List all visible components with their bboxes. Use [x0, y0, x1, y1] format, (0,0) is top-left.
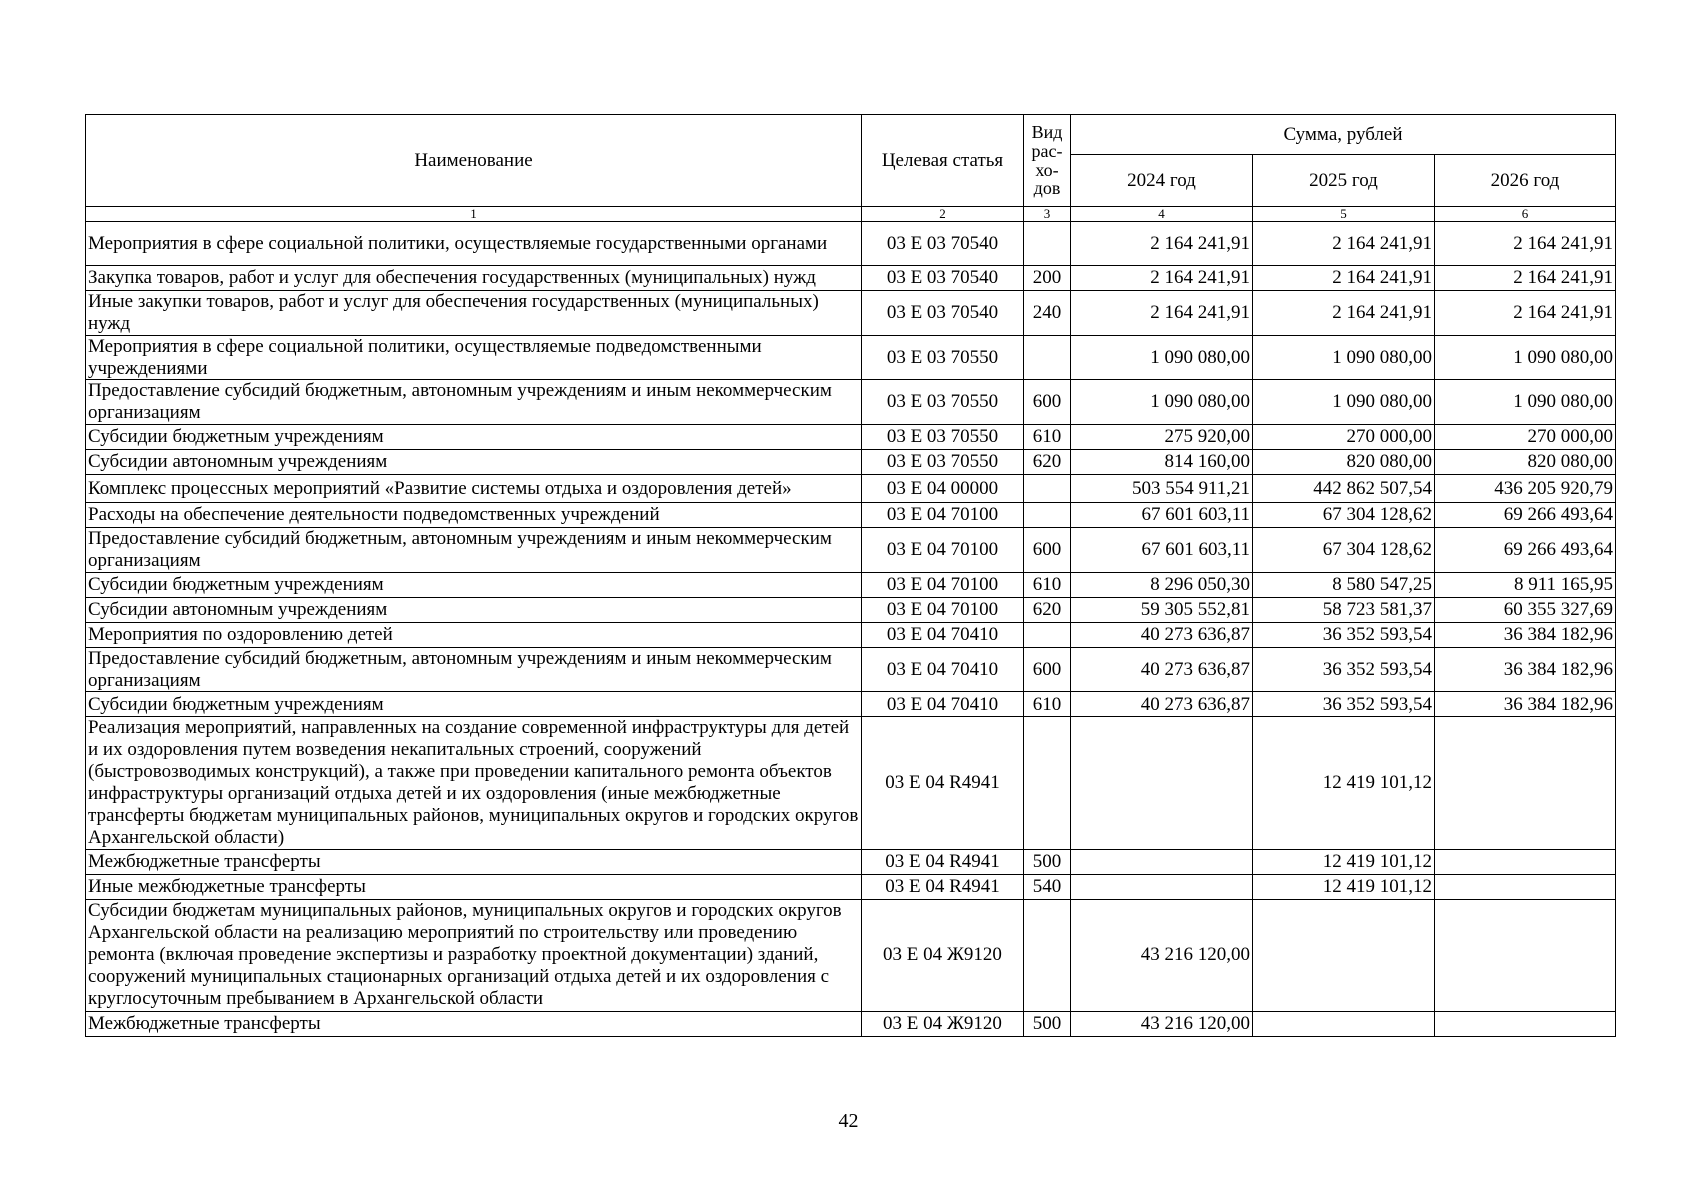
row-name: Закупка товаров, работ и услуг для обеспечения государственных (муниципальных) нужд — [86, 266, 862, 291]
row-sum-2025: 1 090 080,00 — [1253, 380, 1435, 425]
page-number: 42 — [838, 1110, 859, 1132]
row-name: Предоставление субсидий бюджетным, автономным учреждениям и иным некоммерческим организациям — [86, 528, 862, 573]
row-target-article: 03 Е 04 70100 — [862, 528, 1024, 573]
header-target-article: Целевая статья — [862, 115, 1024, 207]
row-expense-type: 600 — [1024, 647, 1071, 692]
table-row — [86, 1011, 1616, 1036]
row-expense-type: 610 — [1024, 572, 1071, 597]
table-row — [86, 450, 1616, 475]
row-target-article: 03 Е 04 70100 — [862, 597, 1024, 622]
row-sum-2025: 1 090 080,00 — [1253, 335, 1435, 380]
row-sum-2024 — [1071, 874, 1253, 899]
header-expense-type: Вид рас-хо-дов — [1024, 115, 1071, 207]
row-target-article: 03 Е 03 70540 — [862, 222, 1024, 266]
table-row — [86, 528, 1616, 573]
row-name: Мероприятия по оздоровлению детей — [86, 622, 862, 647]
row-name: Межбюджетные трансферты — [86, 1011, 862, 1036]
row-sum-2025 — [1253, 899, 1435, 1011]
row-target-article: 03 Е 03 70550 — [862, 380, 1024, 425]
column-number: 1 — [86, 207, 862, 222]
column-numbers-row — [86, 207, 1616, 222]
row-sum-2024: 59 305 552,81 — [1071, 597, 1253, 622]
row-sum-2024: 8 296 050,30 — [1071, 572, 1253, 597]
row-sum-2024: 67 601 603,11 — [1071, 528, 1253, 573]
row-target-article: 03 Е 04 70410 — [862, 692, 1024, 717]
row-sum-2025: 67 304 128,62 — [1253, 528, 1435, 573]
row-expense-type: 240 — [1024, 291, 1071, 336]
row-sum-2024: 67 601 603,11 — [1071, 503, 1253, 528]
row-name: Реализация мероприятий, направленных на создание современной инфраструктуры для детей и их оздоровления путем возведения некапитальных строений, сооружений (быстровозводимых конструкций), а также при проведении капитального ремонта объектов инфраструктуры организаций отдыха детей и их оздоровления (иные межбюджетные трансферты бюджетам муниципальных районов, муниципальных округов и городских округов Архангельской области) — [86, 717, 862, 849]
row-name: Мероприятия в сфере социальной политики, осуществляемые подведомственными учреждениями — [86, 335, 862, 380]
row-expense-type: 540 — [1024, 874, 1071, 899]
budget-table — [85, 114, 1616, 1037]
row-target-article: 03 Е 04 70410 — [862, 647, 1024, 692]
header-year-2026: 2026 год — [1435, 155, 1616, 207]
row-sum-2024: 43 216 120,00 — [1071, 1011, 1253, 1036]
row-name: Иные закупки товаров, работ и услуг для обеспечения государственных (муниципальных) нужд — [86, 291, 862, 336]
row-target-article: 03 Е 04 70100 — [862, 503, 1024, 528]
row-sum-2025: 8 580 547,25 — [1253, 572, 1435, 597]
row-sum-2024: 503 554 911,21 — [1071, 475, 1253, 503]
row-sum-2026: 36 384 182,96 — [1435, 622, 1616, 647]
table-row — [86, 849, 1616, 874]
row-sum-2025: 2 164 241,91 — [1253, 266, 1435, 291]
table-row — [86, 622, 1616, 647]
row-sum-2026: 60 355 327,69 — [1435, 597, 1616, 622]
row-name: Субсидии бюджетным учреждениям — [86, 692, 862, 717]
row-sum-2026: 36 384 182,96 — [1435, 647, 1616, 692]
row-sum-2024 — [1071, 849, 1253, 874]
row-sum-2026 — [1435, 717, 1616, 849]
row-expense-type — [1024, 335, 1071, 380]
row-name: Субсидии бюджетным учреждениям — [86, 425, 862, 450]
table-row — [86, 380, 1616, 425]
row-name: Расходы на обеспечение деятельности подведомственных учреждений — [86, 503, 862, 528]
row-target-article: 03 Е 03 70550 — [862, 425, 1024, 450]
table-row — [86, 572, 1616, 597]
table-row — [86, 899, 1616, 1011]
row-name: Субсидии бюджетам муниципальных районов, муниципальных округов и городских округов Архангельской области на реализацию мероприятий по строительству или проведению ремонта (включая проведение экспертизы и разработку проектной документации) зданий, сооружений муниципальных стационарных организаций отдыха детей и их оздоровления с круглосуточным пребыванием в Архангельской области — [86, 899, 862, 1011]
row-sum-2024: 2 164 241,91 — [1071, 266, 1253, 291]
table-body — [86, 222, 1616, 1037]
row-sum-2025: 36 352 593,54 — [1253, 622, 1435, 647]
row-sum-2025: 67 304 128,62 — [1253, 503, 1435, 528]
table-row — [86, 503, 1616, 528]
row-expense-type: 620 — [1024, 450, 1071, 475]
table-row — [86, 874, 1616, 899]
row-name: Субсидии бюджетным учреждениям — [86, 572, 862, 597]
row-sum-2026: 2 164 241,91 — [1435, 291, 1616, 336]
table-row — [86, 425, 1616, 450]
row-sum-2025 — [1253, 1011, 1435, 1036]
row-sum-2024 — [1071, 717, 1253, 849]
row-target-article: 03 Е 04 R4941 — [862, 717, 1024, 849]
row-expense-type — [1024, 475, 1071, 503]
row-target-article: 03 Е 04 70100 — [862, 572, 1024, 597]
row-target-article: 03 Е 04 70410 — [862, 622, 1024, 647]
row-sum-2026: 36 384 182,96 — [1435, 692, 1616, 717]
row-name: Субсидии автономным учреждениям — [86, 597, 862, 622]
row-sum-2025: 58 723 581,37 — [1253, 597, 1435, 622]
row-expense-type: 500 — [1024, 849, 1071, 874]
row-sum-2026: 69 266 493,64 — [1435, 503, 1616, 528]
row-sum-2024: 275 920,00 — [1071, 425, 1253, 450]
row-sum-2026: 820 080,00 — [1435, 450, 1616, 475]
table-row — [86, 266, 1616, 291]
row-target-article: 03 Е 04 R4941 — [862, 874, 1024, 899]
table-row — [86, 475, 1616, 503]
column-number: 2 — [862, 207, 1024, 222]
row-target-article: 03 Е 04 R4941 — [862, 849, 1024, 874]
row-sum-2026: 69 266 493,64 — [1435, 528, 1616, 573]
row-sum-2026: 2 164 241,91 — [1435, 222, 1616, 266]
row-sum-2026: 1 090 080,00 — [1435, 335, 1616, 380]
table-header — [86, 115, 1616, 222]
header-row — [86, 115, 1616, 155]
row-expense-type: 200 — [1024, 266, 1071, 291]
row-target-article: 03 Е 03 70540 — [862, 266, 1024, 291]
row-sum-2025: 442 862 507,54 — [1253, 475, 1435, 503]
row-sum-2026: 8 911 165,95 — [1435, 572, 1616, 597]
row-target-article: 03 Е 03 70550 — [862, 335, 1024, 380]
row-name: Иные межбюджетные трансферты — [86, 874, 862, 899]
row-sum-2024: 43 216 120,00 — [1071, 899, 1253, 1011]
row-expense-type — [1024, 503, 1071, 528]
row-name: Комплекс процессных мероприятий «Развитие системы отдыха и оздоровления детей» — [86, 475, 862, 503]
table-row — [86, 291, 1616, 336]
row-sum-2024: 2 164 241,91 — [1071, 222, 1253, 266]
row-expense-type — [1024, 222, 1071, 266]
column-number: 6 — [1435, 207, 1616, 222]
row-sum-2025: 820 080,00 — [1253, 450, 1435, 475]
row-sum-2026 — [1435, 849, 1616, 874]
row-sum-2026 — [1435, 874, 1616, 899]
row-expense-type: 600 — [1024, 380, 1071, 425]
row-sum-2025: 270 000,00 — [1253, 425, 1435, 450]
row-sum-2024: 40 273 636,87 — [1071, 692, 1253, 717]
row-name: Межбюджетные трансферты — [86, 849, 862, 874]
row-sum-2024: 814 160,00 — [1071, 450, 1253, 475]
row-target-article: 03 Е 04 Ж9120 — [862, 1011, 1024, 1036]
row-expense-type — [1024, 622, 1071, 647]
table-row — [86, 692, 1616, 717]
row-name: Мероприятия в сфере социальной политики, осуществляемые государственными органами — [86, 222, 862, 266]
row-sum-2025: 36 352 593,54 — [1253, 692, 1435, 717]
row-name: Предоставление субсидий бюджетным, автономным учреждениям и иным некоммерческим организациям — [86, 380, 862, 425]
row-sum-2024: 1 090 080,00 — [1071, 335, 1253, 380]
column-number: 4 — [1071, 207, 1253, 222]
row-expense-type — [1024, 899, 1071, 1011]
row-expense-type — [1024, 717, 1071, 849]
table-row — [86, 717, 1616, 849]
row-target-article: 03 Е 04 00000 — [862, 475, 1024, 503]
row-sum-2026: 270 000,00 — [1435, 425, 1616, 450]
row-sum-2024: 2 164 241,91 — [1071, 291, 1253, 336]
row-sum-2024: 1 090 080,00 — [1071, 380, 1253, 425]
row-name: Субсидии автономным учреждениям — [86, 450, 862, 475]
row-target-article: 03 Е 04 Ж9120 — [862, 899, 1024, 1011]
row-expense-type: 620 — [1024, 597, 1071, 622]
row-sum-2025: 2 164 241,91 — [1253, 291, 1435, 336]
row-sum-2025: 36 352 593,54 — [1253, 647, 1435, 692]
table-row — [86, 222, 1616, 266]
table-row — [86, 647, 1616, 692]
row-sum-2025: 12 419 101,12 — [1253, 717, 1435, 849]
column-number: 5 — [1253, 207, 1435, 222]
table-row — [86, 335, 1616, 380]
row-expense-type: 610 — [1024, 692, 1071, 717]
header-name: Наименование — [86, 115, 862, 207]
row-sum-2026: 2 164 241,91 — [1435, 266, 1616, 291]
row-sum-2025: 12 419 101,12 — [1253, 849, 1435, 874]
row-expense-type: 600 — [1024, 528, 1071, 573]
row-sum-2026 — [1435, 1011, 1616, 1036]
row-sum-2026: 436 205 920,79 — [1435, 475, 1616, 503]
header-year-2024: 2024 год — [1071, 155, 1253, 207]
header-year-2025: 2025 год — [1253, 155, 1435, 207]
column-number: 3 — [1024, 207, 1071, 222]
row-sum-2026 — [1435, 899, 1616, 1011]
row-sum-2026: 1 090 080,00 — [1435, 380, 1616, 425]
row-sum-2025: 12 419 101,12 — [1253, 874, 1435, 899]
row-target-article: 03 Е 03 70540 — [862, 291, 1024, 336]
header-sum: Сумма, рублей — [1071, 115, 1616, 155]
row-name: Предоставление субсидий бюджетным, автономным учреждениям и иным некоммерческим организациям — [86, 647, 862, 692]
row-expense-type: 500 — [1024, 1011, 1071, 1036]
row-sum-2025: 2 164 241,91 — [1253, 222, 1435, 266]
row-expense-type: 610 — [1024, 425, 1071, 450]
row-sum-2024: 40 273 636,87 — [1071, 622, 1253, 647]
row-target-article: 03 Е 03 70550 — [862, 450, 1024, 475]
table-row — [86, 597, 1616, 622]
row-sum-2024: 40 273 636,87 — [1071, 647, 1253, 692]
